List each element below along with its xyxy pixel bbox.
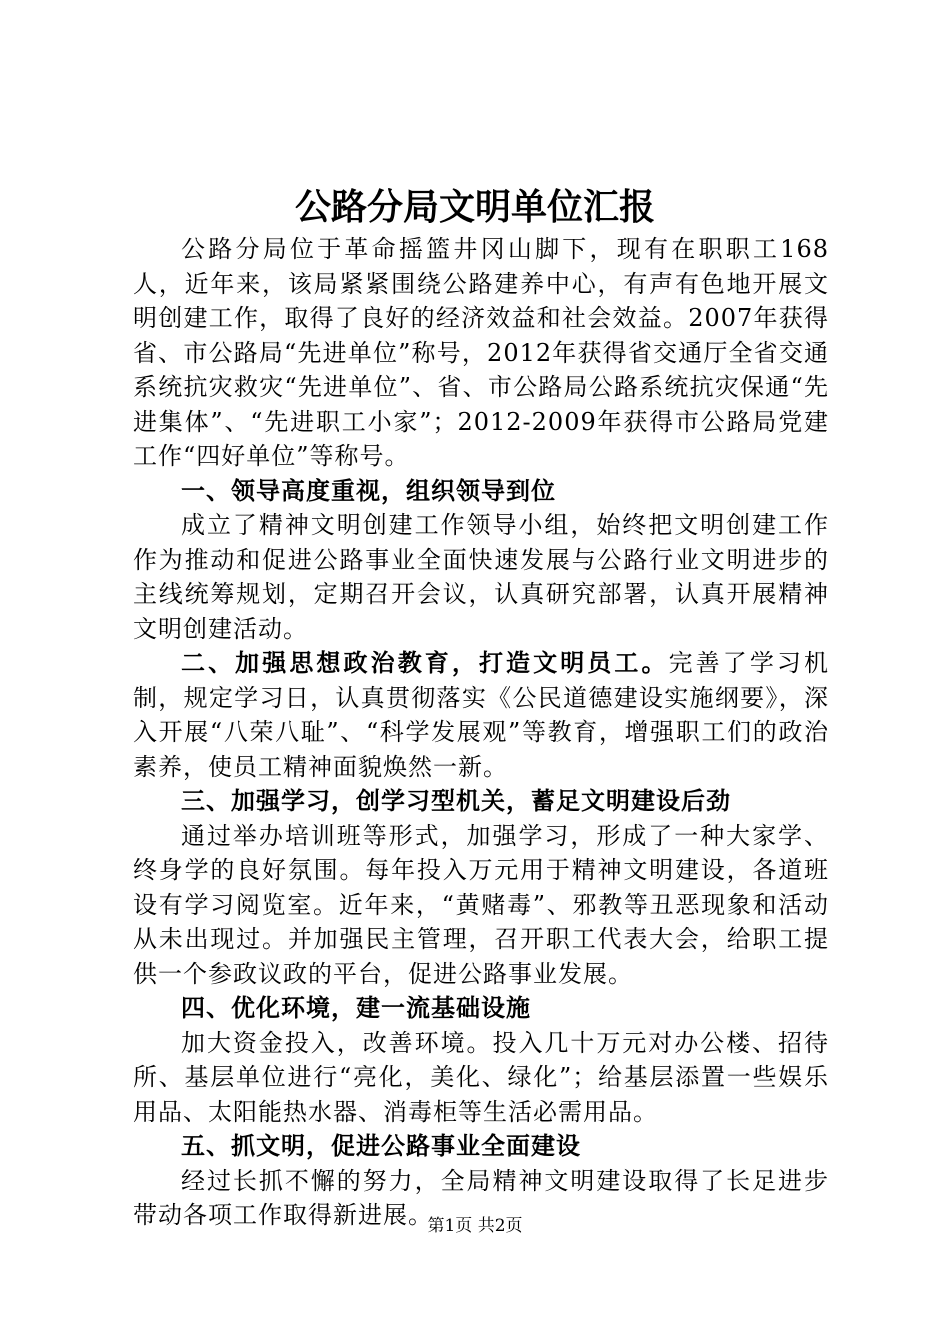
section-heading-4: 四、优化环境，建一流基础设施 <box>181 994 531 1022</box>
section-text-2: 完善了学习机制，规定学习日，认真贯彻落实《公民道德建设实施纲要》，深入开展“八荣八耻”、“科学发展观”等教育，增强职工们的政治素养，使员工精神面貌焕然一新。 <box>133 649 830 781</box>
section-body-4: 加大资金投入，改善环境。投入几十万元对办公楼、招待所、基层单位进行“亮化，美化、绿化”；给基层添置一些娱乐用品、太阳能热水器、消毒柜等生活必需用品。 <box>133 1028 829 1126</box>
section-body-5: 经过长抓不懈的努力，全局精神文明建设取得了长足进步带动各项工作取得新进展。 <box>133 1166 829 1229</box>
section-body-1: 成立了精神文明创建工作领导小组，始终把文明创建工作作为推动和促进公路事业全面快速发展与公路行业文明进步的主线统筹规划，定期召开会议，认真研究部署，认真开展精神文明创建活动。 <box>133 511 829 643</box>
section-body-2 <box>133 646 829 784</box>
intro-paragraph: 公路分局位于革命摇篮井冈山脚下，现有在职职工168人，近年来，该局紧紧围绕公路建养中心，有声有色地开展文明创建工作，取得了良好的经济效益和社会效益。2007年获得省、市公路局“先进单位”称号，2012年获得省交通厅全省交通系统抗灾救灾“先进单位”、省、市公路局公路系统抗灾保通“先进集体”、“先进职工小家”；2012-2009年获得市公路局党建工作“四好单位”等称号。 <box>133 235 829 470</box>
section-heading-2: 二、加强思想政治教育，打造文明员工。 <box>181 649 669 677</box>
document-body <box>133 232 829 1233</box>
section-heading-1: 一、领导高度重视，组织领导到位 <box>181 476 556 505</box>
section-heading-3: 三、加强学习，创学习型机关，蓄足文明建设后劲 <box>181 787 731 815</box>
document-title: 公路分局文明单位汇报 <box>294 187 655 228</box>
section-heading-5: 五、抓文明，促进公路事业全面建设 <box>181 1132 581 1160</box>
page-footer: 第1页 共2页 <box>427 1216 523 1236</box>
section-body-3: 通过举办培训班等形式，加强学习，形成了一种大家学、终身学的良好氛围。每年投入万元用于精神文明建设，各道班设有学习阅览室。近年来，“黄赌毒”、邪教等丑恶现象和活动从未出现过。并加强民主管理，召开职工代表大会，给职工提供一个参政议政的平台，促进公路事业发展。 <box>133 821 829 988</box>
